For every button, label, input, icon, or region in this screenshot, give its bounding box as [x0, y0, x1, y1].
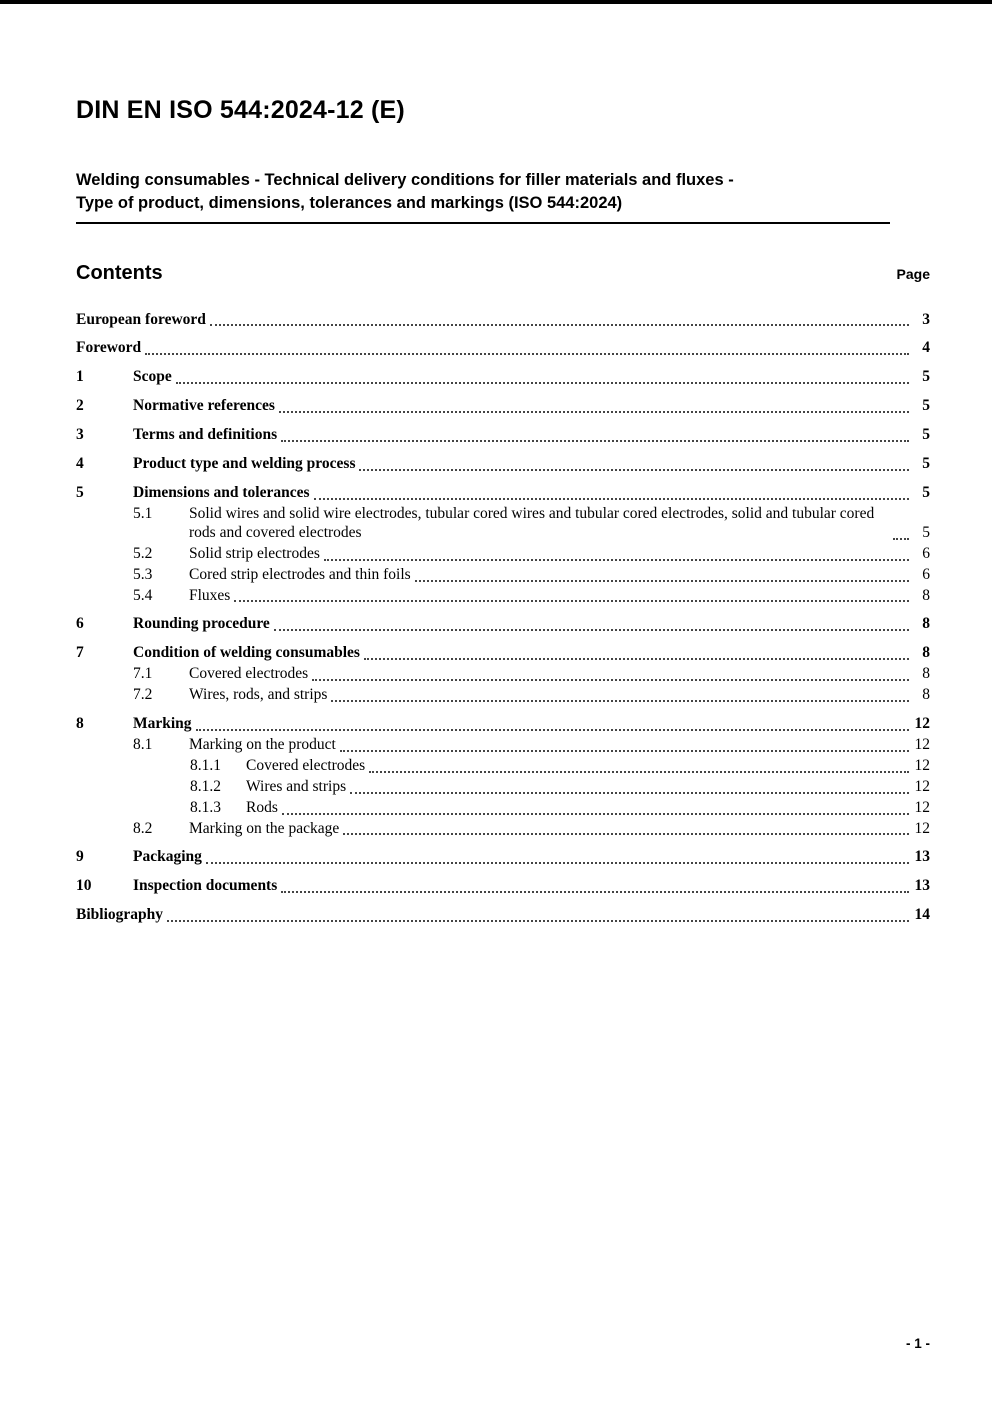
toc-dot-leader — [145, 353, 909, 355]
toc-dot-leader — [324, 559, 909, 561]
toc-entry-page: 12 — [914, 735, 930, 753]
doc-number-heading: DIN EN ISO 544:2024-12 (E) — [76, 96, 405, 124]
toc-entry — [76, 848, 930, 867]
toc-entry-number: 1 — [76, 368, 84, 386]
toc-dot-leader — [369, 771, 909, 773]
toc-entry-page: 12 — [914, 715, 930, 733]
toc-dot-leader — [359, 469, 909, 471]
toc-dot-leader — [281, 891, 909, 893]
toc-entry — [133, 686, 930, 705]
toc-entry — [76, 311, 930, 330]
toc-entry — [190, 778, 930, 797]
toc-entry-label: Marking — [133, 715, 192, 733]
toc-entry-number: 7.1 — [133, 665, 153, 683]
toc-entry-number: 8 — [76, 715, 84, 733]
toc-entry — [133, 665, 930, 684]
toc-entry-label: Condition of welding consumables — [133, 644, 360, 662]
toc-entry-label: Dimensions and tolerances — [133, 483, 310, 501]
toc-entry — [133, 820, 930, 839]
toc-entry-label: Rounding procedure — [133, 615, 270, 633]
toc-entry-number: 4 — [76, 455, 84, 473]
toc-entry — [190, 799, 930, 818]
toc-dot-leader — [274, 629, 909, 631]
toc-dot-leader — [176, 382, 909, 384]
toc-entry-page: 4 — [922, 339, 930, 357]
toc-entry-label: Product type and welding process — [133, 455, 356, 473]
toc-entry-label: Marking on the package — [189, 819, 340, 837]
toc-entry-label: Foreword — [76, 339, 142, 357]
toc-entry — [133, 587, 930, 606]
toc-entry-page: 12 — [914, 798, 930, 816]
toc-entry-number: 8.2 — [133, 819, 153, 837]
page-number-footer: - 1 - — [905, 1336, 930, 1351]
toc-entry-number: 7.2 — [133, 686, 153, 704]
toc-entry-label: Solid wires and solid wire electrodes, tubular cored wires and tubular cored electrodes, solid and tubular cored rods and covered electrodes — [189, 504, 875, 541]
toc-dot-leader — [340, 750, 909, 752]
toc-entry-page: 5 — [922, 426, 930, 444]
toc-entry-number: 3 — [76, 426, 84, 444]
toc-entry-page: 12 — [914, 819, 930, 837]
toc-entry — [76, 339, 930, 358]
toc-entry — [76, 426, 930, 445]
toc-entry — [76, 484, 930, 503]
toc-dot-leader — [281, 440, 909, 442]
toc-entry — [76, 715, 930, 734]
toc-entry-number: 8.1.2 — [190, 777, 221, 795]
toc-entry-label: Marking on the product — [189, 735, 336, 753]
toc-entry-number: 5.2 — [133, 544, 153, 562]
toc-entry — [76, 368, 930, 387]
toc-entry — [133, 566, 930, 585]
toc-entry-number: 5.1 — [133, 504, 153, 522]
toc-dot-leader — [206, 862, 909, 864]
toc-entry-number: 7 — [76, 644, 84, 662]
toc-entry-label: European foreword — [76, 310, 206, 328]
toc-entry-number: 8.1.1 — [190, 756, 221, 774]
toc-dot-leader — [350, 792, 909, 794]
toc-list — [76, 311, 930, 926]
toc-entry — [133, 545, 930, 564]
toc-entry — [76, 397, 930, 416]
toc-entry-page: 14 — [914, 906, 930, 924]
toc-entry-number: 2 — [76, 397, 84, 415]
toc-entry-label: Rods — [246, 798, 278, 816]
toc-entry-page: 8 — [922, 665, 930, 683]
toc-dot-leader — [364, 658, 909, 660]
toc-entry-label: Solid strip electrodes — [189, 544, 320, 562]
toc-dot-leader — [415, 580, 909, 582]
toc-entry-label: Inspection documents — [133, 877, 278, 895]
toc-dot-leader — [196, 729, 909, 731]
toc-entry-page: 12 — [914, 756, 930, 774]
toc-entry — [76, 644, 930, 663]
toc-entry-page: 5 — [922, 397, 930, 415]
toc-dot-leader — [167, 920, 909, 922]
toc-entry-page: 5 — [922, 368, 930, 386]
toc-entry-page: 12 — [914, 777, 930, 795]
doc-title — [76, 169, 930, 215]
toc-entry — [133, 505, 930, 543]
toc-entry-page: 5 — [922, 483, 930, 501]
toc-dot-leader — [893, 538, 909, 540]
toc-dot-leader — [279, 411, 909, 413]
doc-title-line1: Welding consumables - Technical delivery conditions for filler materials and fluxes - — [76, 171, 734, 189]
toc-entry — [133, 736, 930, 755]
toc-entry-page: 5 — [922, 455, 930, 473]
toc-dot-leader — [331, 700, 909, 702]
toc-entry-label: Terms and definitions — [133, 426, 278, 444]
toc-entry-label: Wires and strips — [246, 777, 347, 795]
toc-entry — [76, 877, 930, 896]
toc-entry-label: Packaging — [133, 848, 202, 866]
toc-entry-label: Covered electrodes — [189, 665, 309, 683]
toc-entry-label: Normative references — [133, 397, 275, 415]
toc-entry-page: 8 — [922, 615, 930, 633]
toc-entry-number: 5 — [76, 483, 84, 501]
title-rule — [76, 222, 890, 224]
contents-header — [76, 262, 930, 285]
toc-entry-label: Scope — [133, 368, 172, 386]
toc-entry-page: 6 — [922, 565, 930, 583]
toc-entry-number: 9 — [76, 848, 84, 866]
toc-entry-page: 13 — [914, 877, 930, 895]
toc-entry-label: Fluxes — [189, 586, 231, 604]
toc-dot-leader — [282, 813, 909, 815]
toc-entry-number: 8.1.3 — [190, 798, 221, 816]
toc-entry-number: 6 — [76, 615, 84, 633]
toc-entry — [76, 906, 930, 925]
toc-entry — [190, 757, 930, 776]
toc-entry — [76, 615, 930, 634]
toc-entry-page: 3 — [922, 310, 930, 328]
toc-entry-page: 8 — [922, 586, 930, 604]
toc-dot-leader — [343, 833, 909, 835]
toc-entry-page: 8 — [922, 644, 930, 662]
toc-entry-number: 10 — [76, 877, 92, 895]
toc-dot-leader — [312, 679, 909, 681]
contents-heading: Contents — [76, 261, 163, 284]
doc-title-line2: Type of product, dimensions, tolerances and markings (ISO 544:2024) — [76, 193, 623, 212]
page-column-label: Page — [896, 265, 930, 282]
toc-dot-leader — [210, 324, 909, 326]
toc-entry-number: 5.4 — [133, 586, 153, 604]
toc-entry-page: 8 — [922, 686, 930, 704]
toc-entry-label: Wires, rods, and strips — [189, 686, 328, 704]
toc-entry-page: 5 — [922, 523, 930, 541]
toc-entry-page: 13 — [914, 848, 930, 866]
toc-entry-label: Cored strip electrodes and thin foils — [189, 565, 411, 583]
toc-entry-label: Covered electrodes — [246, 756, 366, 774]
toc-entry — [76, 455, 930, 474]
toc-dot-leader — [234, 600, 909, 602]
toc-entry-number: 5.3 — [133, 565, 153, 583]
toc-entry-page: 6 — [922, 544, 930, 562]
toc-dot-leader — [314, 498, 909, 500]
toc-entry-number: 8.1 — [133, 735, 153, 753]
toc-entry-label: Bibliography — [76, 906, 163, 924]
